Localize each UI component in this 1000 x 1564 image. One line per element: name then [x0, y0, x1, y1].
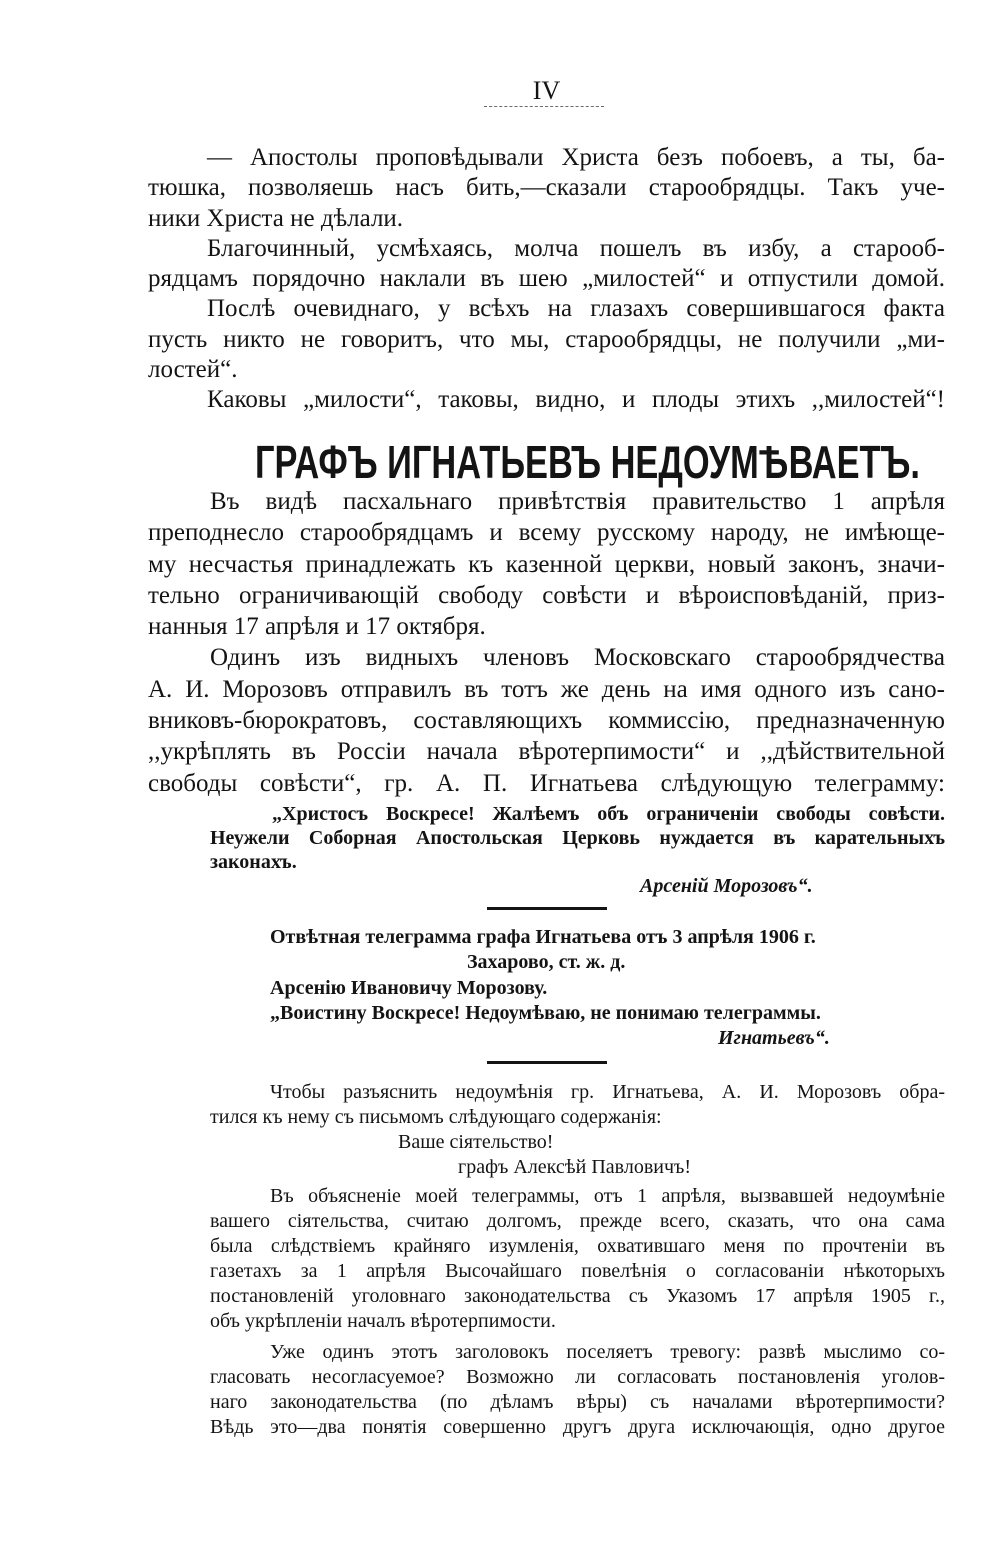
paragraph: [148, 642, 945, 798]
text-line-content: постановленій уголовнаго законодательства съ Указомъ 17 апрѣля 1905 г.,: [210, 1284, 945, 1307]
text-line: [210, 1390, 945, 1415]
reply-place: [210, 950, 945, 975]
section-opening-text: [148, 143, 945, 415]
text-line-content: нанныя 17 апрѣля и 17 октября.: [148, 613, 486, 641]
text-line-content: свободы совѣсти“, гр. А. П. Игнатьева слѣдующую телеграмму:: [148, 769, 945, 797]
text-line: [210, 1340, 945, 1365]
telegram-text: [210, 802, 945, 874]
text-line: [148, 549, 945, 580]
text-line-content: Одинъ изъ видныхъ членовъ Московскаго старообрядчества: [210, 644, 945, 672]
text-line-content: вашего сіятельства, считаю долгомъ, прежде всего, сказать, что она сама: [210, 1209, 945, 1232]
text-line: [148, 385, 945, 415]
text-line-content: А. И. Морозовъ отправилъ въ тотъ же день на имя одного изъ сано-: [148, 675, 945, 703]
signature-text: Арсеній Морозовъ“.: [640, 875, 813, 897]
reply-signature: [210, 1026, 945, 1051]
letter-salutation: [210, 1130, 945, 1155]
reply-addressee-text: Арсенію Ивановичу Морозову.: [270, 976, 548, 999]
text-line: [210, 1080, 945, 1105]
text-line: [210, 1284, 945, 1309]
text-line-content: Чтобы разъяснить недоумѣнія гр. Игнатьева, А. И. Морозовъ обра-: [270, 1081, 945, 1103]
paragraph: [148, 234, 945, 295]
text-line: [148, 768, 945, 799]
text-line-content: Въ объясненіе моей телеграммы, отъ 1 апрѣля, вызвавшей недоумѣніе: [270, 1184, 945, 1207]
article-heading: [255, 436, 920, 488]
paragraph: [210, 1184, 945, 1334]
text-line: [210, 1259, 945, 1284]
text-line-content: Неужели Соборная Апостольская Церковь нуждается въ карательныхъ: [210, 827, 945, 849]
text-line: [148, 264, 945, 294]
text-line: [148, 674, 945, 705]
text-line: [148, 204, 945, 234]
text-line: [148, 517, 945, 548]
text-line-content: тельно ограничивающій свободу совѣсти и вѣроисповѣданій, приз-: [148, 581, 945, 609]
text-line: [210, 1234, 945, 1259]
text-line: [210, 1309, 945, 1334]
text-line-content: лостей“.: [148, 355, 238, 383]
reply-addressee: [210, 976, 945, 1001]
page-number: IV: [532, 76, 561, 105]
text-line: [210, 802, 945, 826]
text-line-content: законахъ.: [210, 851, 297, 873]
text-line: [148, 486, 945, 517]
text-line: [210, 1365, 945, 1390]
telegram-signature: [210, 874, 945, 898]
reply-place-text: Захарово, ст. ж. д.: [467, 951, 626, 974]
text-line: [210, 850, 945, 874]
reply-title-text: Отвѣтная телеграмма графа Игнатьева отъ 3 апрѣля 1906 г.: [270, 926, 816, 948]
text-line-content: Въ видѣ пасхальнаго привѣтствія правительство 1 апрѣля: [210, 488, 945, 515]
paragraph: [148, 385, 945, 415]
text-line-content: гласовать несогласуемое? Возможно ли согласовать постановленія уголов-: [210, 1365, 945, 1388]
page-number-dashes: [484, 106, 604, 107]
paragraph: [148, 143, 945, 234]
letter-text: [210, 1080, 945, 1440]
heading-line: [255, 436, 920, 488]
separator-rule: [487, 1061, 607, 1064]
text-line-content: объ укрѣпленіи началъ вѣротерпимости.: [210, 1309, 556, 1332]
text-line: [148, 611, 945, 642]
paragraph: [210, 1340, 945, 1440]
text-line-content: вниковъ-бюрократовъ, составляющихъ коммиссію, предназначенную: [148, 707, 945, 735]
text-line: [210, 1184, 945, 1209]
text-line: [148, 642, 945, 673]
text-line-content: „Христосъ Воскресе! Жалѣемъ объ ограниченіи свободы совѣсти.: [272, 803, 945, 825]
reply-telegram: [210, 925, 945, 1051]
text-line: [210, 1415, 945, 1440]
text-line-content: му несчастья принадлежать къ казенной церкви, новый законъ, значи-: [148, 550, 945, 578]
text-line-content: ники Христа не дѣлали.: [148, 204, 404, 232]
text-line-content: — Апостолы проповѣдывали Христа безъ побоевъ, а ты, ба-: [207, 144, 945, 171]
salutation-text: графъ Алексѣй Павловичъ!: [458, 1156, 692, 1178]
text-line-content: Послѣ очевиднаго, у всѣхъ на глазахъ совершившагося факта: [207, 295, 945, 323]
text-line-content: ,,укрѣплять въ Россіи начала вѣротерпимости“ и ,,дѣйствительной: [148, 738, 945, 766]
section-article-text: [148, 486, 945, 799]
reply-title: [210, 925, 945, 950]
heading-text: ГРАФЪ ИГНАТЬЕВЪ НЕДОУМѢВАЕТЪ.: [255, 436, 920, 488]
separator-rule: [487, 907, 607, 910]
text-line-content: газетахъ за 1 апрѣля Высочайшаго повелѣнія о согласованіи нѣкоторыхъ: [210, 1259, 945, 1282]
text-line-content: пусть никто не говоритъ, что мы, старообрядцы, не получили „ми-: [148, 325, 945, 353]
text-line: [148, 325, 945, 355]
telegram-quote: [210, 802, 945, 898]
text-line: [210, 1209, 945, 1234]
reply-signature-text: Игнатьевъ“.: [718, 1027, 830, 1050]
reply-body: [210, 1001, 945, 1026]
text-line: [148, 173, 945, 203]
salutation-text: Ваше сіятельство!: [398, 1131, 554, 1153]
text-line-content: преподнесло старообрядцамъ и всему русскому народу, не имѣюще-: [148, 519, 945, 547]
text-line: [210, 1105, 945, 1130]
text-line-content: Уже одинъ этотъ заголовокъ поселяетъ тревогу: развѣ мыслимо со-: [270, 1340, 945, 1363]
text-line-content: Каковы „милости“, таковы, видно, и плоды этихъ ,,милостей“!: [207, 386, 945, 413]
text-line-content: наго законодательства (по дѣламъ вѣры) съ началами вѣротерпимости?: [210, 1390, 945, 1413]
text-line-content: была слѣдствіемъ крайняго изумленія, охватившаго меня по прочтеніи въ: [210, 1234, 945, 1257]
letter-salutation: [210, 1155, 945, 1180]
reply-body-text: „Воистину Воскресе! Недоумѣваю, не понимаю телеграммы.: [270, 1001, 821, 1024]
text-line: [148, 580, 945, 611]
text-line: [148, 736, 945, 767]
letter-intro: [210, 1080, 945, 1130]
text-line-content: тюшка, позволяешь насъ бить,—сказали старообрядцы. Такъ уче-: [148, 174, 945, 202]
text-line: [148, 294, 945, 324]
text-line: [148, 355, 945, 385]
paragraph: [148, 486, 945, 642]
text-line: [148, 143, 945, 173]
text-line-content: тился къ нему съ письмомъ слѣдующаго содержанія:: [210, 1106, 662, 1128]
paragraph: [148, 294, 945, 385]
text-line: [148, 234, 945, 264]
text-line-content: Вѣдь это—два понятія совершенно другъ друга исключающія, одно другое: [210, 1415, 945, 1438]
text-line-content: Благочинный, усмѣхаясь, молча пошелъ въ избу, а старооб-: [207, 234, 945, 262]
text-line-content: рядцамъ порядочно наклали въ шею „милостей“ и отпустили домой.: [148, 265, 945, 292]
text-line: [148, 705, 945, 736]
text-line: [210, 826, 945, 850]
